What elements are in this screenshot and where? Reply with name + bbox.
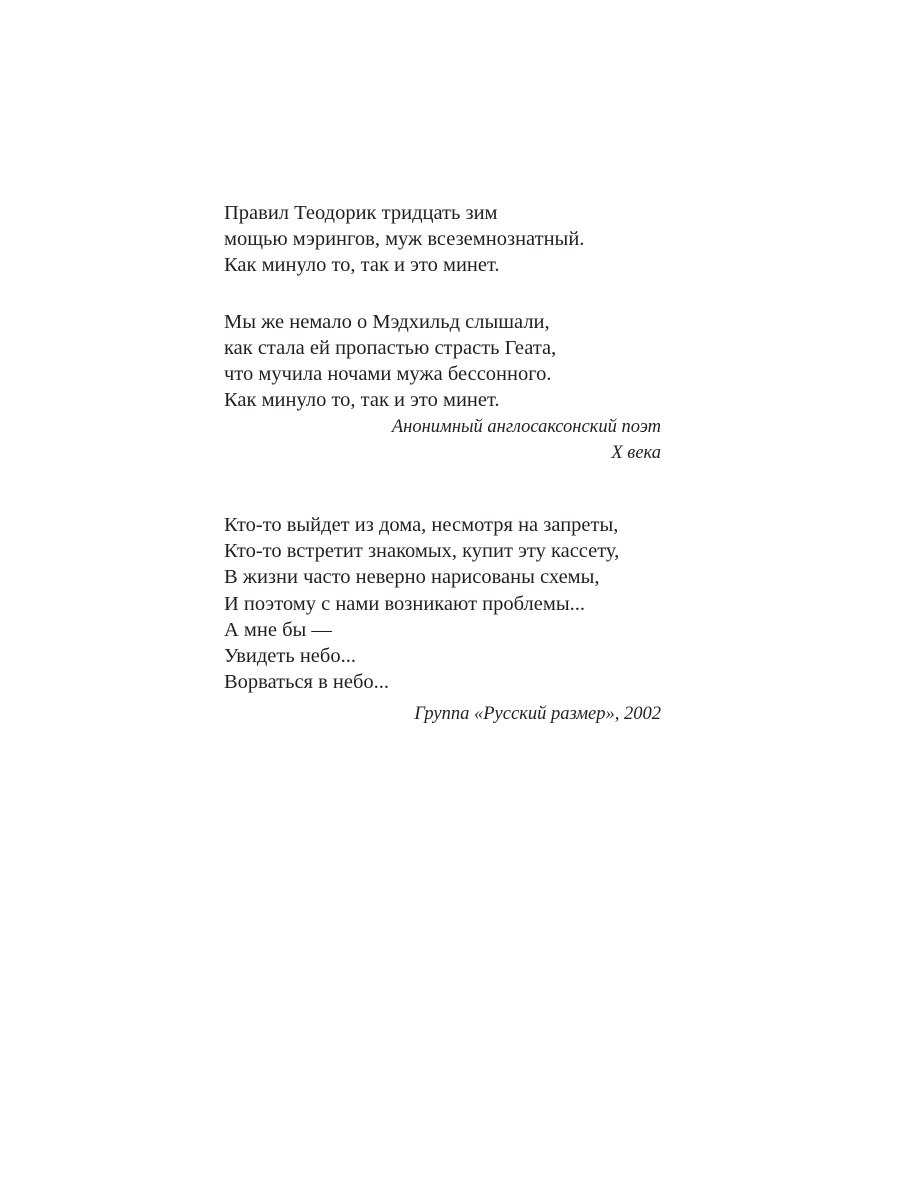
verse-line: А мне бы — (224, 618, 332, 641)
verse-line: Ворваться в небо... (224, 671, 390, 694)
verse-line: Как минуло то, так и это минет. (224, 254, 500, 277)
verse-line: Кто-то встретит знакомых, купит эту кассету, (224, 540, 620, 563)
attribution-century: X века (611, 443, 661, 464)
stanza (224, 200, 661, 279)
verse-line: В жизни часто неверно нарисованы схемы, (224, 566, 600, 589)
verse-line: Правил Теодорик тридцать зим (224, 202, 498, 224)
verse-line: Кто-то выйдет из дома, несмотря на запреты, (224, 514, 619, 536)
stanza (224, 309, 661, 414)
verse-line: что мучила ночами мужа бессонного. (224, 363, 552, 386)
verse-line: И поэтому с нами возникают проблемы... (224, 592, 586, 615)
verse-line: Мы же немало о Мэдхильд слышали, (224, 310, 550, 333)
epigraph-anglo-saxon (224, 200, 661, 466)
epigraph-song (224, 512, 661, 727)
verse-line: Увидеть небо... (224, 645, 356, 668)
verse-line: Как минуло то, так и это минет. (224, 389, 500, 412)
attribution: Группа «Русский размер», 2002 (414, 704, 661, 725)
verse-line: мощью мэрингов, муж всеземнознатный. (224, 228, 585, 251)
attribution: Анонимный англосаксонский поэт (391, 417, 661, 438)
verse-line: как стала ей пропастью страсть Геата, (224, 336, 557, 359)
